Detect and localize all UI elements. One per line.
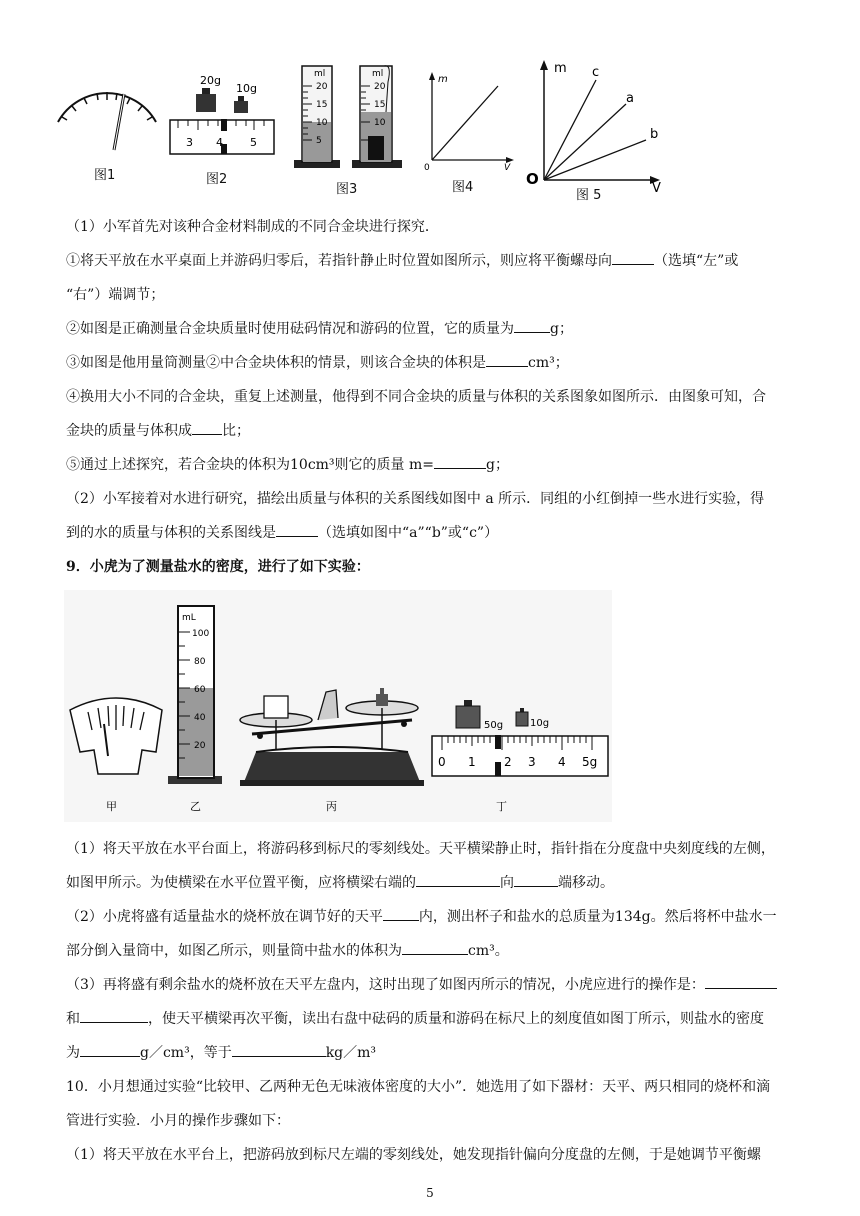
figure-5-mv-lines	[522, 56, 668, 196]
figure-4-mv-graph	[420, 70, 516, 170]
figure-2-balance-weights	[166, 70, 278, 162]
svg-text:60: 60	[194, 685, 206, 695]
svg-text:c: c	[592, 65, 600, 80]
svg-text:4: 4	[216, 136, 223, 149]
q8-step4: ④换用大小不同的合金块，重复上述测量，他得到不同合金块的质量与体积的关系图象如图所示．由图象可知，合	[66, 389, 766, 405]
svg-text:10g: 10g	[530, 718, 550, 729]
svg-text:m: m	[554, 61, 567, 76]
svg-text:ml: ml	[314, 69, 326, 79]
svg-text:3: 3	[528, 755, 536, 769]
weight-10g-label: 10g	[236, 82, 257, 95]
svg-text:15: 15	[374, 100, 386, 110]
q9-part2-cont: 部分倒入量筒中，如图乙所示，则量筒中盐水的体积为 cm³。	[66, 937, 808, 965]
answer-blank[interactable]	[232, 1042, 326, 1057]
figure-3-cylinders	[288, 62, 408, 174]
answer-blank[interactable]	[486, 352, 528, 367]
svg-text:80: 80	[194, 657, 206, 667]
answer-blank[interactable]	[80, 1042, 140, 1057]
answer-blank[interactable]	[434, 454, 486, 469]
svg-text:V: V	[504, 163, 511, 170]
svg-text:4: 4	[558, 755, 566, 769]
q8-part2-cont: 到的水的质量与体积的关系图线是 （选填如图中“a”“b”或“c”）	[66, 519, 808, 547]
q8-step1: ①将天平放在水平桌面上并游码归零后，若指针静止时位置如图所示，则应将平衡螺母向 （选填“左”或	[66, 247, 808, 275]
svg-text:15: 15	[316, 100, 328, 110]
figure-1-dial	[52, 82, 162, 152]
svg-text:甲: 甲	[106, 800, 117, 813]
svg-text:V: V	[652, 181, 661, 196]
q8-step1-cont: “右”）端调节；	[66, 287, 165, 303]
svg-text:乙: 乙	[190, 800, 201, 813]
q9-part3: （3）再将盛有剩余盐水的烧杯放在天平左盘内，这时出现了如图丙所示的情况，小虎应进行的操作是：	[66, 971, 808, 999]
svg-text:5: 5	[250, 136, 257, 149]
svg-text:0: 0	[424, 163, 430, 170]
weight-20g-label: 20g	[200, 74, 221, 87]
q8-part2: （2）小军接着对水进行研究，描绘出质量与体积的关系图线如图中 a 所示．同组的小红倒掉一些水进行实验，得	[66, 491, 765, 507]
figure-5-caption: 图 5	[576, 188, 602, 203]
svg-text:0: 0	[438, 755, 446, 769]
svg-text:mL: mL	[182, 613, 196, 623]
answer-blank[interactable]	[705, 974, 777, 989]
q9-part1-cont: 如图甲所示。为使横梁在水平位置平衡，应将横梁右端的 向 端移动。	[66, 869, 808, 897]
figure-3-caption: 图3	[336, 182, 358, 197]
svg-text:20: 20	[194, 741, 206, 751]
q10-part1: （1）将天平放在水平台上，把游码放到标尺左端的零刻线处，她发现指针偏向分度盘的左侧，于是她调节平衡螺	[66, 1147, 761, 1163]
svg-text:50g: 50g	[484, 720, 504, 731]
svg-text:ml: ml	[372, 69, 384, 79]
answer-blank[interactable]	[402, 940, 468, 955]
svg-text:3: 3	[186, 136, 193, 149]
answer-blank[interactable]	[276, 522, 318, 537]
svg-text:10: 10	[316, 118, 328, 128]
q9-part3-cont2: 为 g／cm³，等于 kg／m³	[66, 1039, 808, 1067]
answer-blank[interactable]	[612, 250, 654, 265]
svg-text:m: m	[438, 74, 448, 85]
svg-text:2: 2	[504, 755, 512, 769]
svg-text:b: b	[650, 127, 659, 142]
page-number: 5	[426, 1186, 434, 1200]
svg-text:5g: 5g	[582, 755, 598, 769]
svg-text:a: a	[626, 91, 634, 106]
q9-part3-cont: 和 ，使天平横梁再次平衡，读出右盘中砝码的质量和游码在标尺上的刻度值如图丁所示，则盐水的密度	[66, 1005, 808, 1033]
figure-1-caption: 图1	[94, 168, 116, 183]
svg-text:20: 20	[316, 82, 328, 92]
svg-text:丙: 丙	[326, 800, 337, 813]
q8-step5: ⑤通过上述探究，若合金块的体积为10cm³则它的质量 m= g；	[66, 451, 808, 479]
q10-intro: 10．小月想通过实验“比较甲、乙两种无色无味液体密度的大小”．她选用了如下器材：天平、两只相同的烧杯和滴	[66, 1079, 771, 1095]
svg-text:10: 10	[374, 118, 386, 128]
q8-step2: ②如图是正确测量合金块质量时使用砝码情况和游码的位置，它的质量为 g；	[66, 315, 808, 343]
q9-apparatus-figure	[64, 590, 612, 822]
answer-blank[interactable]	[416, 872, 500, 887]
q9-part1: （1）将天平放在水平台面上，将游码移到标尺的零刻线处。天平横梁静止时，指针指在分度盘中央刻度线的左侧，	[66, 841, 775, 857]
figure-4-caption: 图4	[452, 180, 474, 195]
q8-step4-cont: 金块的质量与体积成 比；	[66, 417, 808, 445]
answer-blank[interactable]	[514, 872, 558, 887]
q10-intro-cont: 管进行实验．小月的操作步骤如下：	[66, 1113, 290, 1129]
q9-title: 9．小虎为了测量盐水的密度，进行了如下实验：	[66, 559, 370, 575]
q9-part2: （2）小虎将盛有适量盐水的烧杯放在调节好的天平 内，测出杯子和盐水的总质量为134g。然后将杯中盐水一	[66, 903, 808, 931]
svg-text:O: O	[526, 170, 539, 188]
answer-blank[interactable]	[192, 420, 222, 435]
svg-text:100: 100	[192, 629, 210, 639]
svg-text:1: 1	[468, 755, 476, 769]
svg-text:40: 40	[194, 713, 206, 723]
answer-blank[interactable]	[383, 906, 419, 921]
svg-text:20: 20	[374, 82, 386, 92]
answer-blank[interactable]	[514, 318, 550, 333]
svg-text:丁: 丁	[496, 800, 507, 813]
svg-text:5: 5	[316, 136, 322, 146]
answer-blank[interactable]	[80, 1008, 148, 1023]
q8-step3: ③如图是他用量筒测量②中合金块体积的情景，则该合金块的体积是 cm³；	[66, 349, 808, 377]
figure-2-caption: 图2	[206, 172, 228, 187]
q8-part1-intro: （1）小军首先对该种合金材料制成的不同合金块进行探究．	[66, 219, 439, 235]
